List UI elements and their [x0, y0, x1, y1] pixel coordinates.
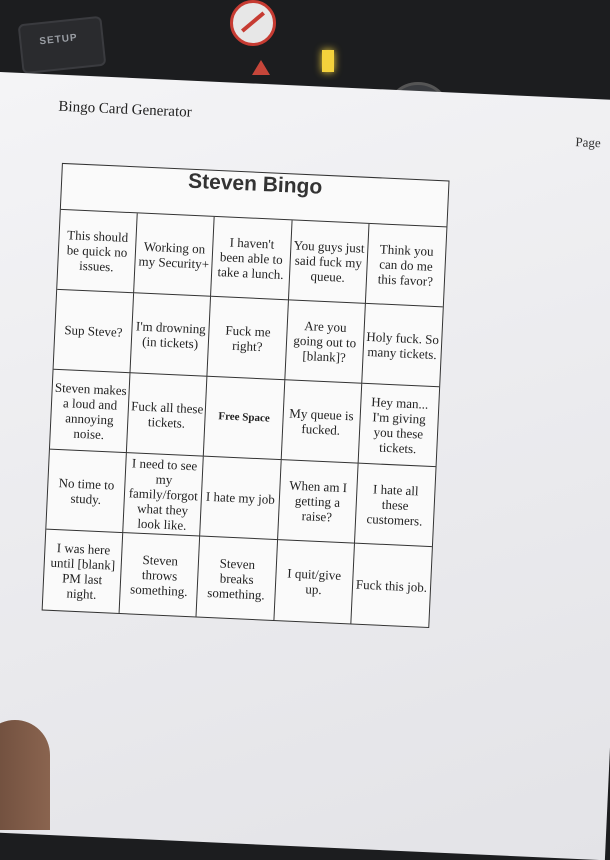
bingo-cell: Think you can do me this favor?	[366, 224, 447, 307]
setup-label: SETUP	[38, 32, 79, 48]
bingo-cell: I was here until [blank] PM last night.	[43, 530, 124, 613]
bingo-cell: You guys just said fuck my queue.	[289, 220, 370, 303]
bingo-cell: Working on my Security+	[134, 213, 215, 296]
bingo-cell: This should be quick no issues.	[57, 210, 138, 293]
page-label: Page	[575, 134, 602, 151]
bingo-cell: I need to see my family/forgot what they look like.	[123, 453, 204, 536]
bingo-cell: Steven throws something.	[120, 533, 201, 616]
printed-paper	[0, 72, 610, 860]
setup-button[interactable]	[18, 16, 107, 75]
bingo-cell: No time to study.	[46, 450, 127, 533]
bingo-cell: When am I getting a raise?	[278, 460, 359, 543]
bingo-grid	[43, 210, 447, 627]
bingo-cell: I haven't been able to take a lunch.	[211, 217, 292, 300]
bingo-free-space: Free Space	[204, 377, 285, 460]
bingo-card	[42, 163, 450, 628]
indicator-light-icon	[322, 50, 334, 72]
bingo-cell: Sup Steve?	[54, 290, 135, 373]
bingo-cell: Hey man... I'm giving you these tickets.	[358, 384, 439, 467]
bingo-cell: Fuck me right?	[208, 297, 289, 380]
bingo-card-title: Steven Bingo	[61, 164, 449, 227]
bingo-cell: My queue is fucked.	[281, 380, 362, 463]
bingo-cell: I hate all these customers.	[355, 464, 436, 547]
bingo-cell: I'm drowning (in tickets)	[131, 293, 212, 376]
bingo-cell: Steven breaks something.	[197, 537, 278, 620]
document-header-title: Bingo Card Generator	[58, 98, 193, 121]
bingo-cell: Are you going out to [blank]?	[285, 300, 366, 383]
hazard-warning-icon[interactable]	[252, 60, 270, 75]
no-smoking-icon	[230, 0, 276, 46]
bingo-cell: I quit/give up.	[274, 540, 355, 623]
bingo-cell: I hate my job	[201, 457, 282, 540]
bingo-cell: Holy fuck. So many tickets.	[362, 304, 443, 387]
bingo-cell: Fuck all these tickets.	[127, 373, 208, 456]
bingo-cell: Steven makes a loud and annoying noise.	[50, 370, 131, 453]
bingo-cell: Fuck this job.	[355, 576, 428, 595]
